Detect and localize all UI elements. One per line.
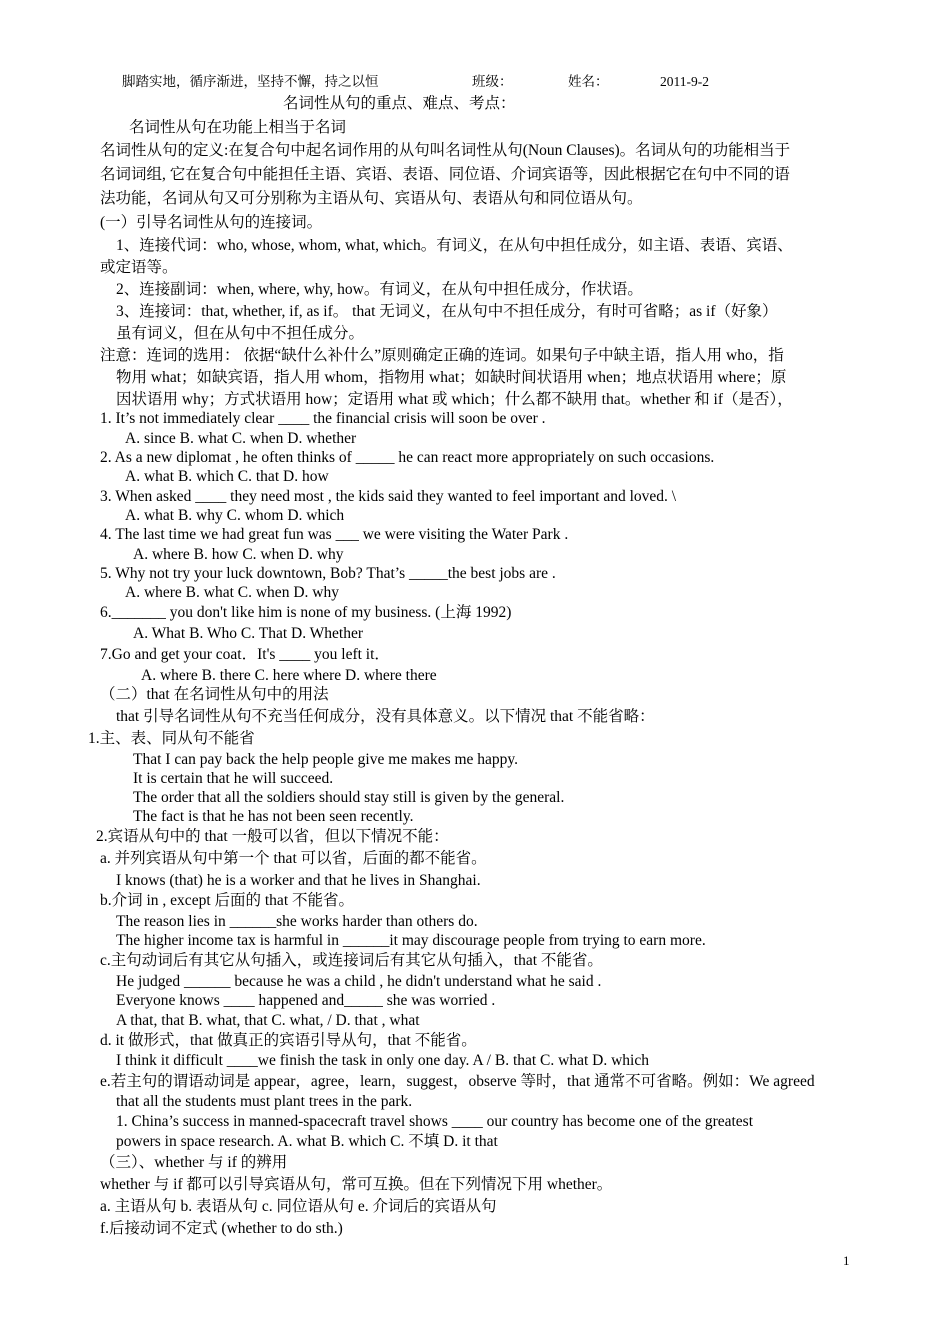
text-line: 虽有词义，但在从句中不担任成分。 <box>116 325 365 342</box>
text-line: The higher income tax is harmful in ______it may discourage people from trying to earn more. <box>116 932 706 949</box>
text-line: 1.主、表、同从句不能省 <box>88 730 255 747</box>
text-line: 注意：连词的选用： 依据“缺什么补什么”原则确定正确的连词。如果句子中缺主语，指人用 who，指 <box>100 347 784 364</box>
header-motto: 脚踏实地，循序渐进，坚持不懈，持之以恒 <box>122 74 379 89</box>
text-line: Everyone knows ____ happened and_____ she was worried . <box>116 992 496 1009</box>
text-line: It is certain that he will succeed. <box>133 770 334 787</box>
text-line: 因状语用 why；方式状语用 how；定语用 what 或 which；什么都不缺用 that。whether 和 if（是否）， <box>116 391 793 408</box>
text-line: 法功能，名词从句又可分别称为主语从句、宾语从句、表语从句和同位语从句。 <box>100 190 643 207</box>
text-line: 名词词组, 它在复合句中能担任主语、宾语、表语、同位语、介词宾语等，因此根据它在句中不同的语 <box>100 166 790 183</box>
text-line: b.介词 in , except 后面的 that 不能省。 <box>100 892 354 909</box>
text-line: （三）、whether 与 if 的辨用 <box>100 1154 288 1171</box>
text-line: A. where B. what C. when D. why <box>125 584 339 601</box>
text-line: a. 并列宾语从句中第一个 that 可以省，后面的都不能省。 <box>100 850 487 867</box>
text-line: e.若主句的谓语动词是 appear，agree，learn，suggest，observe 等时，that 通常不可省略。例如：We agreed <box>100 1073 815 1090</box>
text-line: He judged ______ because he was a child , he didn't understand what he said . <box>116 973 602 990</box>
text-line: 7.Go and get your coat．It's ____ you left it． <box>100 646 390 663</box>
text-line: A. what B. which C. that D. how <box>125 468 329 485</box>
text-line: (一）引导名词性从句的连接词。 <box>100 214 323 231</box>
text-line: powers in space research. A. what B. which C. 不填 D. it that <box>116 1133 498 1150</box>
text-line: whether 与 if 都可以引导宾语从句，常可互换。但在下列情况下用 whether。 <box>100 1176 613 1193</box>
text-line: 5. Why not try your luck downtown, Bob? That’s _____the best jobs are . <box>100 565 556 582</box>
text-line: 3. When asked ____ they need most , the kids said they wanted to feel important and loved. \ <box>100 488 677 505</box>
text-line: 6._______ you don't like him is none of my business. (上海 1992) <box>100 604 512 621</box>
text-line: d. it 做形式，that 做真正的宾语引导从句，that 不能省。 <box>100 1032 477 1049</box>
text-line: 2、连接副词：when, where, why, how。有词义，在从句中担任成分，作状语。 <box>116 281 643 298</box>
text-line: I knows (that) he is a worker and that he lives in Shanghai. <box>116 872 481 889</box>
text-line: f.后接动词不定式 (whether to do sth.) <box>100 1220 343 1237</box>
text-line: 或定语等。 <box>100 259 178 276</box>
text-line: 1. China’s success in manned-spacecraft travel shows ____ our country has become one of the greatest <box>116 1113 754 1130</box>
text-line: I think it difficult ____we finish the task in only one day. A / B. that C. what D. which <box>116 1052 649 1069</box>
text-line: 3、连接词：that, whether, if, as if。 that 无词义，在从句中不担任成分，有时可省略；as if（好象） <box>116 303 778 320</box>
page-title: 名词性从句的重点、难点、考点： <box>283 95 516 112</box>
text-line: The fact is that he has not been seen recently. <box>133 808 414 825</box>
text-line: 1. It’s not immediately clear ____ the financial crisis will soon be over . <box>100 410 546 427</box>
text-line: c.主句动词后有其它从句插入，或连接词后有其它从句插入，that 不能省。 <box>100 952 603 969</box>
text-line: The order that all the soldiers should stay still is given by the general. <box>133 789 565 806</box>
text-line: A. where B. how C. when D. why <box>133 546 344 563</box>
text-line: 名词性从句的定义:在复合句中起名词作用的从句叫名词性从句(Noun Clauses)。名词从句的功能相当于 <box>100 142 791 159</box>
text-line: that 引导名词性从句不充当任何成分，没有具体意义。以下情况 that 不能省略： <box>116 708 655 725</box>
text-line: A that, that B. what, that C. what, / D. that , what <box>116 1012 420 1029</box>
text-line: A. what B. why C. whom D. which <box>125 507 345 524</box>
header-name-label: 姓名： <box>568 74 609 89</box>
text-line: A. since B. what C. when D. whether <box>125 430 357 447</box>
text-line: 2. As a new diplomat , he often thinks of _____ he can react more appropriately on such occasions. <box>100 449 715 466</box>
text-line: A. where B. there C. here where D. where there <box>141 667 437 684</box>
text-line: a. 主语从句 b. 表语从句 c. 同位语从句 e. 介词后的宾语从句 <box>100 1198 497 1215</box>
text-line: that all the students must plant trees in the park. <box>116 1093 413 1110</box>
text-line: The reason lies in ______she works harder than others do. <box>116 913 478 930</box>
text-line: 2.宾语从句中的 that 一般可以省，但以下情况不能： <box>96 828 449 845</box>
text-line: That I can pay back the help people give me makes me happy. <box>133 751 519 768</box>
text-line: 4. The last time we had great fun was ___ we were visiting the Water Park . <box>100 526 569 543</box>
text-line: 物用 what；如缺宾语，指人用 whom，指物用 what；如缺时间状语用 when；地点状语用 where；原 <box>116 369 787 386</box>
text-line: A. What B. Who C. That D. Whether <box>133 625 364 642</box>
header-date: 2011-9-2 <box>660 74 709 89</box>
page-number: 1 <box>843 1253 850 1268</box>
header-class-label: 班级： <box>472 74 513 89</box>
text-line: （二）that 在名词性从句中的用法 <box>100 686 329 703</box>
page-subtitle: 名词性从句在功能上相当于名词 <box>129 119 347 136</box>
text-line: 1、连接代词：who, whose, whom, what, which。有词义，在从句中担任成分，如主语、表语、宾语、 <box>116 237 793 254</box>
